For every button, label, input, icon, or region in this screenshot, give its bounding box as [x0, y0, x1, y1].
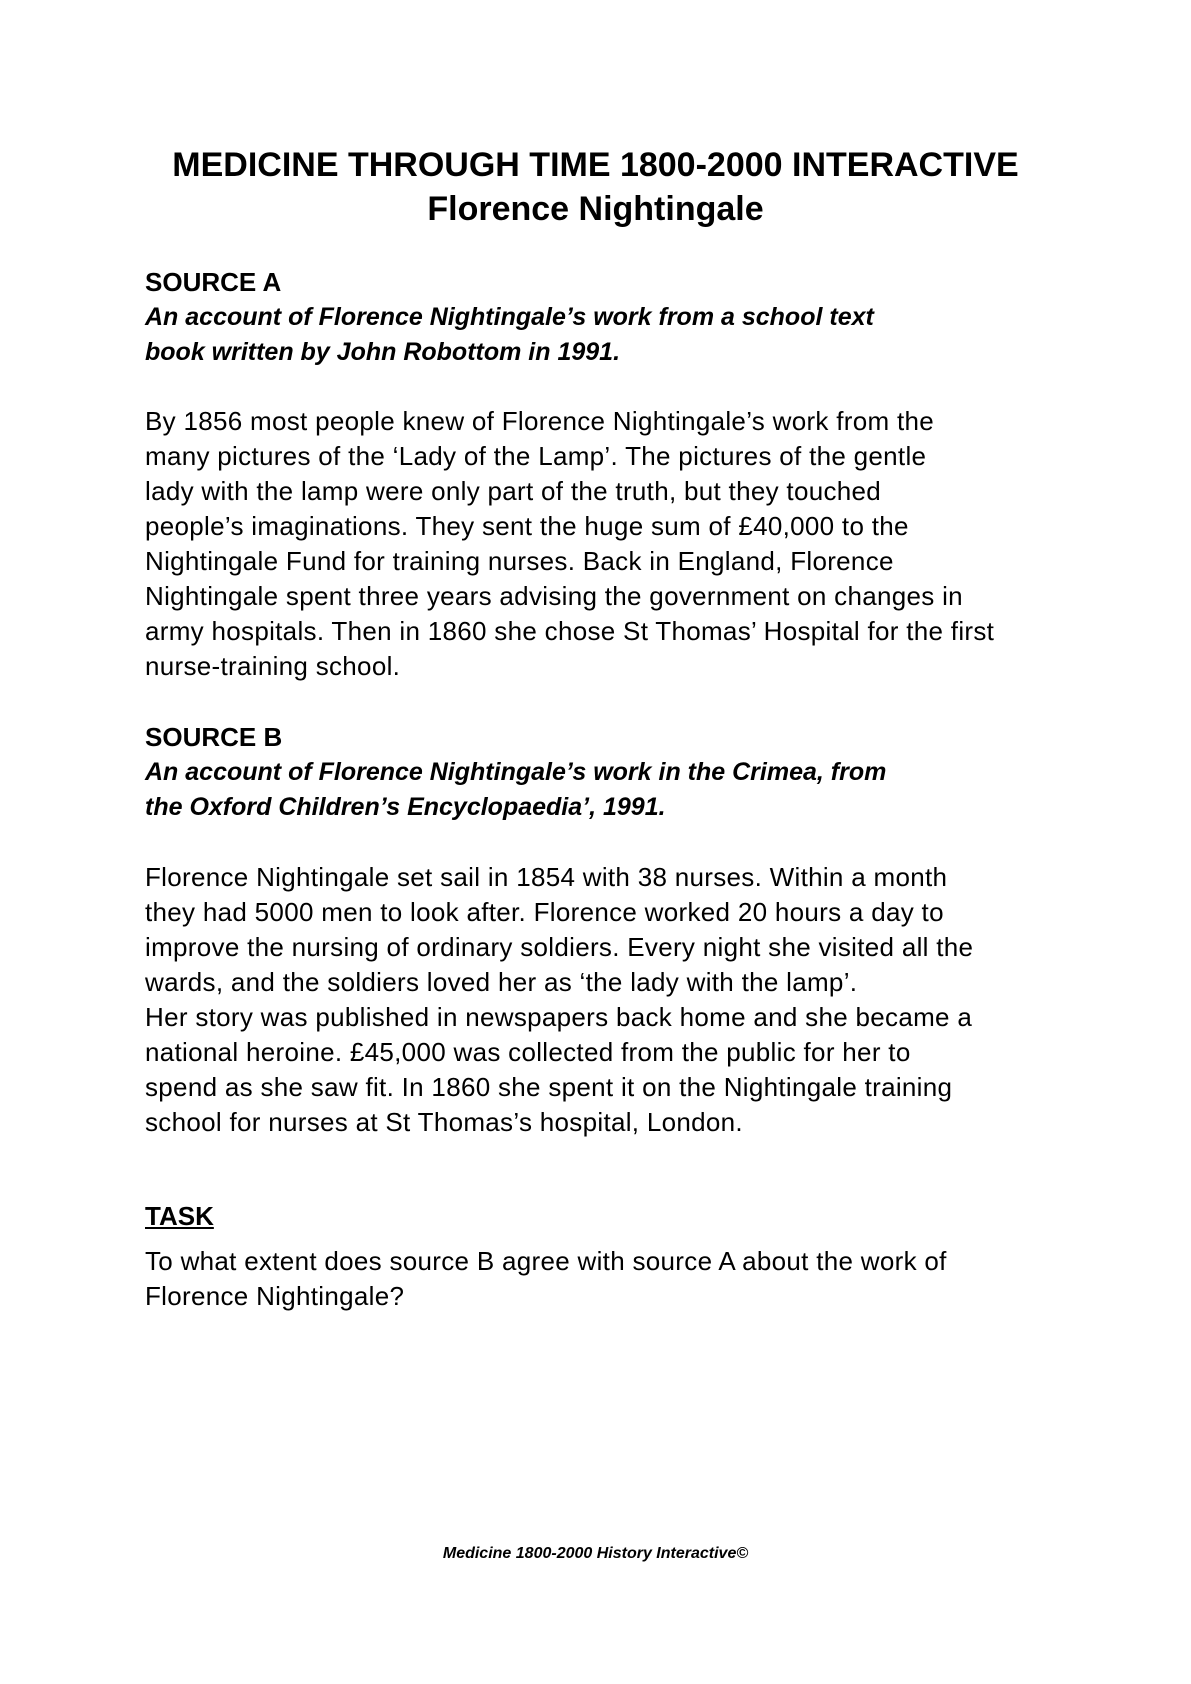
source-b-body-line: national heroine. £45,000 was collected from the public for her to — [145, 1037, 911, 1067]
task-text: Florence Nightingale? — [145, 1281, 405, 1311]
source-b-body-line: spend as she saw fit. In 1860 she spent it on the Nightingale training — [145, 1072, 953, 1102]
source-b-caption: An account of Florence Nightingale’s work in the Crimea, from — [145, 758, 887, 786]
source-a-body-line: many pictures of the ‘Lady of the Lamp’. The pictures of the gentle — [145, 441, 927, 471]
task-text: To what extent does source B agree with source A about the work of — [145, 1246, 947, 1276]
source-a-body-line: Nightingale Fund for training nurses. Back in England, Florence — [145, 546, 894, 576]
source-a-body-line: By 1856 most people knew of Florence Nightingale’s work from the — [145, 406, 935, 436]
source-b-body-line: Florence Nightingale set sail in 1854 with 38 nurses. Within a month — [145, 862, 948, 892]
page-subtitle: Florence Nightingale — [427, 190, 764, 228]
source-a-body-line: Nightingale spent three years advising the government on changes in — [145, 581, 963, 611]
source-b-body-line: they had 5000 men to look after. Florence worked 20 hours a day to — [145, 897, 944, 927]
source-b-body-line: school for nurses at St Thomas’s hospital, London. — [145, 1107, 743, 1137]
source-a-body-line: army hospitals. Then in 1860 she chose St Thomas’ Hospital for the first — [145, 616, 995, 646]
footer: Medicine 1800-2000 History Interactive© — [442, 1545, 749, 1562]
source-b-heading: SOURCE B — [145, 722, 283, 752]
source-a-body-line: people’s imaginations. They sent the huge sum of £40,000 to the — [145, 511, 909, 541]
source-a-caption: book written by John Robottom in 1991. — [145, 338, 621, 366]
source-a-body-line: lady with the lamp were only part of the truth, but they touched — [145, 476, 882, 506]
task-heading: TASK — [145, 1201, 214, 1231]
source-b-body-line: wards, and the soldiers loved her as ‘the lady with the lamp’. — [145, 967, 858, 997]
source-a-heading: SOURCE A — [145, 267, 282, 297]
source-b-caption: the Oxford Children’s Encyclopaedia’, 1991. — [145, 793, 666, 821]
source-a-caption: An account of Florence Nightingale’s work from a school text — [145, 303, 874, 331]
source-b-body-line: improve the nursing of ordinary soldiers. Every night she visited all the — [145, 932, 974, 962]
source-b-body-line: Her story was published in newspapers back home and she became a — [145, 1002, 973, 1032]
page-title: MEDICINE THROUGH TIME 1800-2000 INTERACTIVE — [172, 146, 1019, 184]
source-a-body-line: nurse-training school. — [145, 651, 401, 681]
